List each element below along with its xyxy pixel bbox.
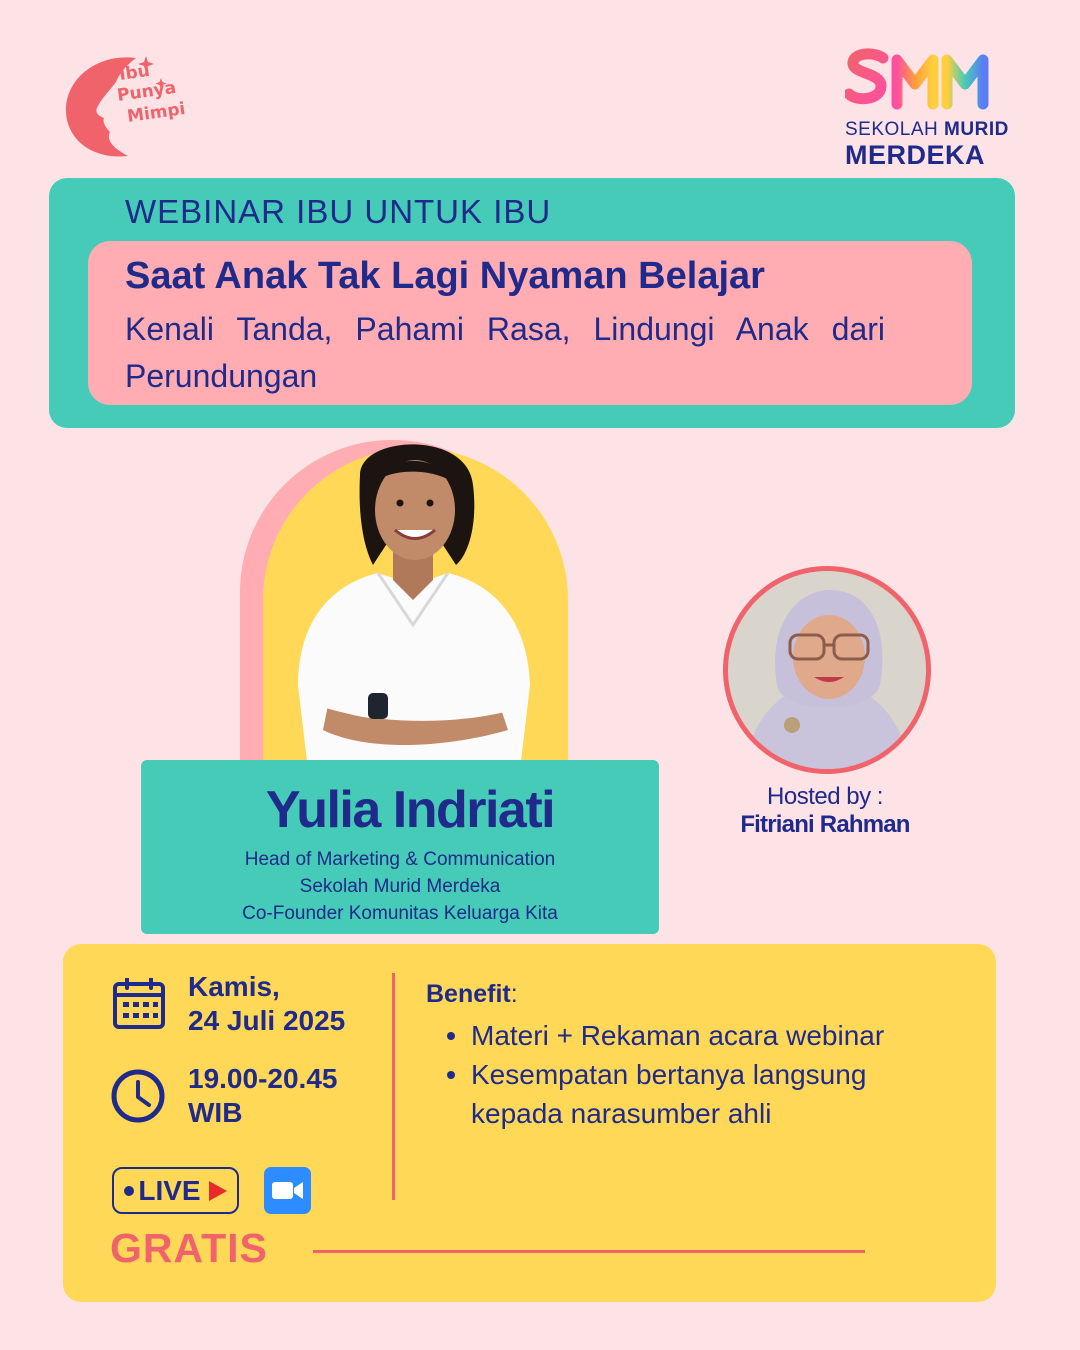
smm-mark — [845, 48, 995, 110]
event-time — [188, 1062, 337, 1130]
calendar-icon — [112, 978, 166, 1030]
info-divider — [392, 973, 395, 1200]
clock-icon — [110, 1068, 166, 1124]
host-name: Fitriani Rahman — [740, 811, 910, 838]
benefit-title: Benefit: — [426, 980, 518, 1008]
price-label: GRATIS — [110, 1225, 268, 1271]
host-label: Hosted by : — [767, 783, 883, 810]
live-label: LIVE — [138, 1174, 201, 1206]
benefit-item: Kesempatan bertanya langsung kepada narasumber ahli — [445, 1055, 965, 1133]
play-icon — [209, 1181, 227, 1201]
page-title: Saat Anak Tak Lagi Nyaman Belajar — [125, 255, 765, 297]
speaker-photo — [268, 425, 558, 770]
event-date-value: 24 Juli 2025 — [188, 1005, 346, 1036]
price-underline — [313, 1250, 865, 1253]
ipm-word-3: Mimpi — [125, 99, 187, 127]
benefit-list — [445, 1016, 965, 1133]
event-time-value: 19.00-20.45 — [188, 1063, 338, 1094]
event-timezone: WIB — [188, 1097, 243, 1128]
zoom-icon — [264, 1167, 311, 1214]
live-badge — [112, 1167, 239, 1214]
event-day: Kamis, — [188, 971, 280, 1002]
smm-logo-line1: SEKOLAH MURID — [845, 119, 1009, 140]
page-subtitle: Kenali Tanda, Pahami Rasa, Lindungi Anak dari Perundungan — [125, 311, 885, 394]
benefit-item: Materi + Rekaman acara webinar — [445, 1016, 965, 1055]
smm-logo — [845, 48, 1009, 170]
ipm-word-2: Punya — [115, 77, 178, 106]
webinar-series-label: WEBINAR IBU UNTUK IBU — [125, 193, 552, 230]
speaker-name: Yulia Indriati — [265, 781, 555, 839]
speaker-roles — [141, 846, 659, 927]
speaker-role-line: Co-Founder Komunitas Keluarga Kita — [242, 903, 558, 924]
host-photo — [722, 565, 932, 775]
smm-logo-line2: MERDEKA — [845, 140, 986, 170]
speaker-role-line: Sekolah Murid Merdeka — [299, 876, 501, 897]
event-date — [188, 970, 345, 1038]
live-dot-icon — [124, 1186, 134, 1196]
ipm-word-1: Ibu — [117, 60, 152, 85]
ibu-punya-mimpi-logo — [58, 48, 208, 163]
speaker-role-line: Head of Marketing & Communication — [244, 849, 556, 870]
